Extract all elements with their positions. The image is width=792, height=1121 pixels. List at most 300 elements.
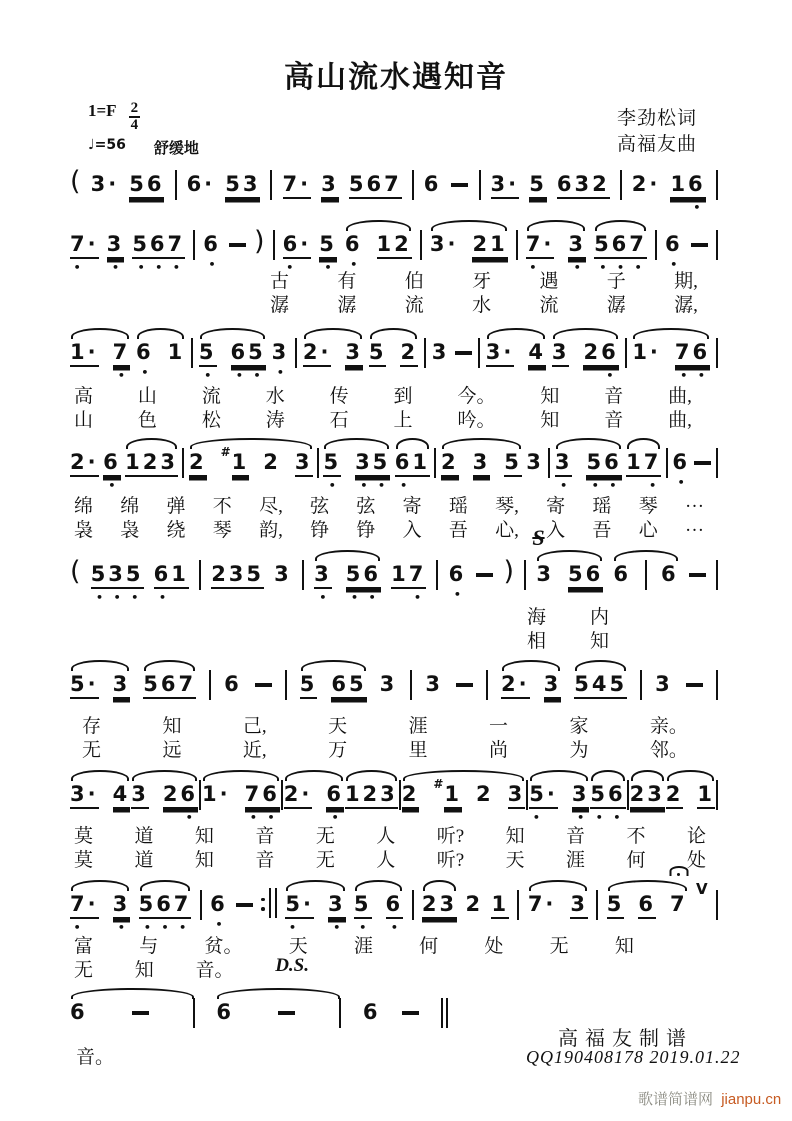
lyric-line	[74, 931, 634, 958]
note-row	[529, 172, 547, 199]
note-digits: 76	[245, 782, 280, 809]
lyric-line	[74, 955, 309, 982]
barline	[526, 780, 528, 810]
note-digits: 2·	[501, 672, 530, 699]
note-row	[528, 340, 546, 367]
lyric-syllable: 绵	[74, 496, 94, 517]
note-row	[529, 782, 558, 809]
note-digits: 5	[199, 340, 217, 367]
lyric-syllable: 相	[527, 631, 547, 652]
lyric-syllable: 入	[546, 520, 566, 541]
note-row	[349, 172, 402, 199]
note	[355, 450, 391, 492]
note-row	[422, 892, 457, 919]
phrase-paren: (	[70, 166, 81, 197]
note-row	[139, 892, 192, 919]
lyric-syllable: 流	[539, 295, 559, 316]
note-digits: 35	[355, 450, 390, 477]
octave-dot: •	[161, 921, 169, 934]
octave-dot: •	[158, 591, 166, 604]
lyric-syllable: 知	[589, 631, 609, 652]
note	[189, 450, 207, 477]
note-row	[220, 445, 250, 477]
lyric-syllable: 音	[255, 850, 275, 871]
note-digits: 3	[536, 562, 554, 586]
slur-arc	[502, 660, 560, 671]
note-digits: 2·	[284, 782, 313, 809]
note-digits: 7·	[526, 232, 555, 259]
lyric-syllable: 不	[212, 496, 232, 517]
lyric-syllable: 潺	[270, 295, 290, 316]
octave-dots	[354, 921, 372, 934]
lyric-syllable: 曲,	[668, 386, 692, 407]
barline	[627, 780, 629, 810]
octave-dot: •	[324, 261, 332, 274]
note	[70, 892, 99, 934]
lyric-syllable: 处	[686, 850, 706, 871]
note-row	[70, 340, 99, 367]
octave-dot: •	[532, 811, 540, 824]
octave-dots	[328, 921, 346, 934]
octave-dot: •	[111, 261, 119, 274]
lyric-syllable: 尽,	[259, 496, 283, 517]
octave-dots	[626, 479, 661, 492]
music-system-1	[70, 166, 718, 214]
note-digits: 3	[314, 562, 332, 589]
note-row	[449, 562, 467, 586]
octave-dots	[163, 811, 198, 824]
note-row	[586, 450, 621, 477]
note-digits: 545	[574, 672, 627, 699]
note-group	[70, 782, 130, 809]
note	[274, 562, 292, 586]
note-group	[285, 892, 346, 934]
duration-dash	[278, 1011, 295, 1015]
note	[198, 340, 217, 382]
slur-arc	[217, 988, 340, 999]
note-digits: 1	[697, 782, 715, 809]
music-system-4	[70, 445, 718, 492]
tempo-block	[88, 137, 199, 158]
note-group	[70, 340, 131, 382]
lyric-syllable: 牙	[472, 271, 492, 292]
note	[70, 232, 99, 274]
note	[424, 172, 442, 196]
octave-dots	[346, 591, 381, 604]
note	[327, 892, 346, 934]
note-digits: 6	[423, 172, 442, 196]
octave-dot: •	[573, 261, 581, 274]
lyric-syllable: 涯	[408, 716, 428, 737]
note-row	[143, 672, 196, 699]
slur-arc	[71, 660, 129, 671]
note	[138, 892, 192, 934]
note	[473, 450, 491, 477]
note-digits: 6	[136, 340, 154, 364]
note	[349, 172, 402, 199]
note-row	[245, 782, 280, 809]
note-group	[441, 450, 522, 477]
note-row	[187, 172, 216, 196]
slur-arc	[442, 438, 521, 449]
slur-arc	[286, 880, 344, 891]
octave-dots	[285, 921, 314, 934]
note-group	[201, 782, 280, 824]
barline	[716, 230, 718, 260]
note-row	[400, 340, 418, 367]
music-system-9	[70, 1000, 448, 1026]
note-row	[655, 672, 673, 696]
watermark-domain: jianpu.cn	[721, 1091, 782, 1108]
note-row	[225, 172, 260, 199]
note-digits: 3·	[429, 232, 459, 256]
note-digits: 7	[670, 892, 688, 916]
octave-dot: •	[208, 258, 216, 271]
note-digits: 3	[526, 450, 544, 474]
note-digits: 26	[163, 782, 198, 809]
note-row	[154, 562, 189, 589]
note-group	[70, 892, 131, 934]
note	[501, 672, 530, 699]
note-row	[583, 340, 618, 367]
note-row	[491, 172, 520, 199]
octave-dots	[107, 261, 125, 274]
note	[344, 232, 363, 271]
note-row	[107, 232, 125, 259]
octave-dots	[113, 921, 131, 934]
note-row	[70, 232, 99, 259]
lyric-line	[527, 602, 609, 629]
note	[283, 172, 312, 199]
note-digits: 6	[344, 232, 363, 256]
note-row	[632, 172, 661, 196]
note-row	[632, 340, 661, 364]
note-group	[551, 340, 619, 382]
note-digits: 5	[354, 892, 372, 919]
note-digits: 56	[129, 172, 164, 199]
note	[153, 562, 189, 604]
fermata-icon	[669, 866, 688, 876]
note-row	[402, 782, 420, 809]
note-digits: 6·	[186, 172, 216, 196]
octave-dots	[323, 479, 341, 492]
note	[402, 782, 420, 809]
note-row	[132, 232, 185, 259]
barline	[200, 890, 202, 920]
key-signature	[88, 101, 140, 133]
note-digits: 6	[203, 232, 221, 256]
lyric-syllable: 山	[74, 410, 94, 431]
note	[568, 562, 603, 589]
note	[394, 450, 430, 492]
octave-dot: •	[529, 261, 537, 274]
note-digits: 3	[572, 782, 590, 809]
barline	[339, 998, 341, 1028]
octave-dot: •	[360, 479, 368, 492]
octave-dot: •	[390, 921, 398, 934]
note	[632, 172, 661, 196]
octave-dots	[203, 258, 221, 271]
octave-dot: •	[286, 261, 294, 274]
note-row	[425, 672, 443, 696]
octave-dot: •	[595, 811, 603, 824]
note-group	[369, 340, 418, 367]
lyric-syllable: 涯	[353, 936, 373, 957]
octave-dots	[70, 261, 99, 274]
note-row	[528, 892, 557, 916]
note-row	[125, 450, 178, 477]
barline	[625, 338, 627, 368]
note	[672, 450, 690, 489]
note-row	[638, 892, 656, 919]
note-row	[430, 232, 459, 256]
key-label: 1=F	[88, 101, 117, 120]
lyric-syllable: 瑶	[448, 496, 468, 517]
note-group	[70, 672, 130, 699]
octave-dot: •	[137, 261, 145, 274]
lyric-syllable: 音。	[76, 1047, 115, 1068]
octave-dot: •	[560, 479, 568, 492]
lyric-syllable: 潺,	[674, 295, 698, 316]
note-digits: 3	[473, 450, 491, 477]
note-digits: 6	[326, 782, 344, 809]
slur-arc	[667, 770, 714, 781]
lyric-syllable: 铮	[356, 520, 376, 541]
final-barline	[441, 998, 448, 1028]
note-row	[70, 782, 99, 809]
note	[448, 562, 467, 601]
barline	[410, 670, 412, 700]
lyricist-credit: 李劲松词	[617, 108, 698, 129]
note	[220, 445, 250, 477]
note-digits: 3	[508, 782, 526, 809]
note-row	[283, 172, 312, 199]
lyric-syllable: 松	[201, 410, 221, 431]
octave-dot: •	[328, 479, 336, 492]
lyric-syllable: 流	[404, 295, 424, 316]
composer-credit: 高福友曲	[617, 134, 698, 155]
lyric-syllable: 何	[419, 936, 439, 957]
duration-dash	[476, 573, 493, 577]
octave-dots	[314, 591, 332, 604]
note-digits: 235	[211, 562, 264, 589]
note-digits: 2	[402, 782, 420, 809]
note-row	[391, 562, 426, 589]
barline	[441, 998, 443, 1028]
note-row	[590, 782, 625, 809]
note	[380, 672, 398, 696]
lyric-syllable: 绕	[166, 520, 186, 541]
duration-dash	[689, 573, 706, 577]
note-digits: 567	[132, 232, 185, 259]
lyric-syllable: 入	[402, 520, 422, 541]
barline	[446, 998, 448, 1028]
barline	[295, 338, 297, 368]
repeat-dots	[261, 890, 265, 918]
lyric-syllable: 吟。	[457, 410, 496, 431]
note-group	[401, 777, 526, 809]
note	[244, 782, 280, 824]
lyric-syllable: …	[684, 515, 704, 536]
barline	[716, 890, 718, 920]
note-digits: 4	[528, 340, 546, 367]
note-row	[70, 450, 99, 477]
note-digits: 3	[274, 562, 292, 586]
barline	[269, 888, 271, 918]
slur-arc	[529, 880, 587, 891]
note-digits: 76	[675, 340, 710, 367]
note	[532, 525, 554, 586]
lyric-syllable: 上	[393, 410, 413, 431]
note	[571, 782, 590, 824]
barline	[199, 560, 201, 590]
lyric-syllable: 知	[134, 960, 154, 981]
octave-dot: •	[319, 591, 327, 604]
barline	[175, 170, 177, 200]
note-row	[300, 672, 318, 699]
octave-dot: •	[253, 369, 261, 382]
octave-dot: •	[670, 258, 678, 271]
slur-arc	[553, 328, 618, 339]
lyric-syllable: 听?	[436, 826, 465, 847]
lyric-line	[527, 626, 609, 653]
octave-dot: •	[117, 369, 125, 382]
octave-dots	[386, 921, 404, 934]
barline	[666, 448, 668, 478]
note	[70, 1000, 88, 1024]
lyric-syllable: 期,	[674, 271, 698, 292]
note	[70, 450, 99, 477]
note	[590, 782, 626, 824]
note-row	[472, 232, 507, 259]
slur-arc	[633, 328, 709, 339]
note-row	[661, 562, 679, 586]
note-row	[202, 782, 231, 806]
note	[225, 172, 260, 199]
lyric-syllable: 为	[569, 740, 589, 761]
lyric-syllable: 天	[288, 936, 308, 957]
note-digits: 3	[655, 672, 673, 696]
note-group	[528, 892, 588, 919]
note	[613, 562, 631, 586]
octave-dot: •	[155, 261, 163, 274]
music-system-8	[70, 880, 718, 934]
note	[632, 340, 661, 364]
lyric-syllable: 人	[376, 850, 396, 871]
note	[284, 782, 313, 809]
note-row	[323, 450, 341, 477]
note	[187, 172, 216, 196]
note-digits: 3	[555, 450, 573, 477]
octave-dot: •	[350, 258, 358, 271]
lyric-syllable: 高	[74, 386, 94, 407]
note	[112, 340, 131, 382]
note-row	[672, 450, 690, 474]
note	[271, 340, 290, 379]
lyric-line	[270, 290, 698, 317]
octave-dot: •	[634, 261, 642, 274]
octave-dots	[103, 479, 121, 492]
octave-dot: •	[179, 921, 187, 934]
octave-dot: •	[331, 811, 339, 824]
note-digits: 6	[448, 562, 467, 586]
octave-dot: •	[616, 261, 624, 274]
barline	[420, 230, 422, 260]
slur-arc	[595, 220, 646, 231]
slur-arc	[396, 438, 429, 449]
lyric-syllable: 亲。	[649, 716, 688, 737]
note-row	[321, 172, 339, 199]
note-row	[303, 340, 332, 367]
note	[486, 340, 515, 367]
note-row	[113, 340, 131, 367]
note-digits: 567	[349, 172, 402, 199]
slur-arc	[575, 660, 626, 671]
barline	[645, 560, 647, 590]
lyric-syllable: 弦	[310, 496, 330, 517]
octave-dot: •	[693, 201, 701, 214]
lyric-syllable: 无	[549, 936, 569, 957]
barline	[516, 230, 518, 260]
slur-arc	[132, 770, 197, 781]
slur-arc	[631, 770, 664, 781]
note-row	[395, 450, 430, 477]
note	[263, 450, 281, 474]
lyric-syllable: 论	[686, 826, 706, 847]
lyric-syllable: 道	[134, 850, 154, 871]
note	[670, 172, 706, 214]
lyric-line	[82, 711, 688, 738]
note-digits: 3·	[486, 340, 515, 367]
slur-arc	[137, 328, 184, 339]
octave-dots	[154, 591, 189, 604]
lyric-syllable: 子	[606, 271, 626, 292]
note	[630, 782, 665, 809]
lyric-syllable: 弦	[356, 496, 376, 517]
lyric-syllable: 琴,	[495, 496, 519, 517]
repeat-dot	[261, 898, 265, 902]
lyric-syllable: 里	[408, 740, 428, 761]
note-group	[131, 782, 199, 824]
note-digits: 4	[113, 782, 131, 809]
slur-arc	[556, 438, 621, 449]
note-digits: 56	[346, 562, 381, 589]
lyric-syllable: 道	[134, 826, 154, 847]
note-row	[224, 672, 242, 696]
octave-dot: •	[215, 918, 223, 931]
octave-dots	[139, 921, 192, 934]
note-row	[670, 892, 688, 916]
slur-arc	[71, 988, 194, 999]
note-digits: 1·	[201, 782, 231, 806]
lyric-syllable: 音。	[195, 960, 234, 981]
note	[295, 450, 313, 477]
note	[432, 340, 450, 364]
lyric-syllable: 无	[74, 960, 94, 981]
note-digits: 6	[613, 562, 631, 586]
lyric-syllable: 与	[139, 936, 159, 957]
lyric-syllable: 天	[505, 850, 525, 871]
lyric-syllable: 尚	[489, 740, 509, 761]
note-row	[670, 172, 705, 199]
note-digits: 5·	[70, 672, 99, 699]
barline	[191, 338, 193, 368]
lyric-syllable: 万	[328, 740, 348, 761]
lyric-syllable: 瑶	[592, 496, 612, 517]
note-row	[345, 782, 398, 809]
slur-arc	[370, 328, 417, 339]
note-row	[377, 232, 412, 259]
